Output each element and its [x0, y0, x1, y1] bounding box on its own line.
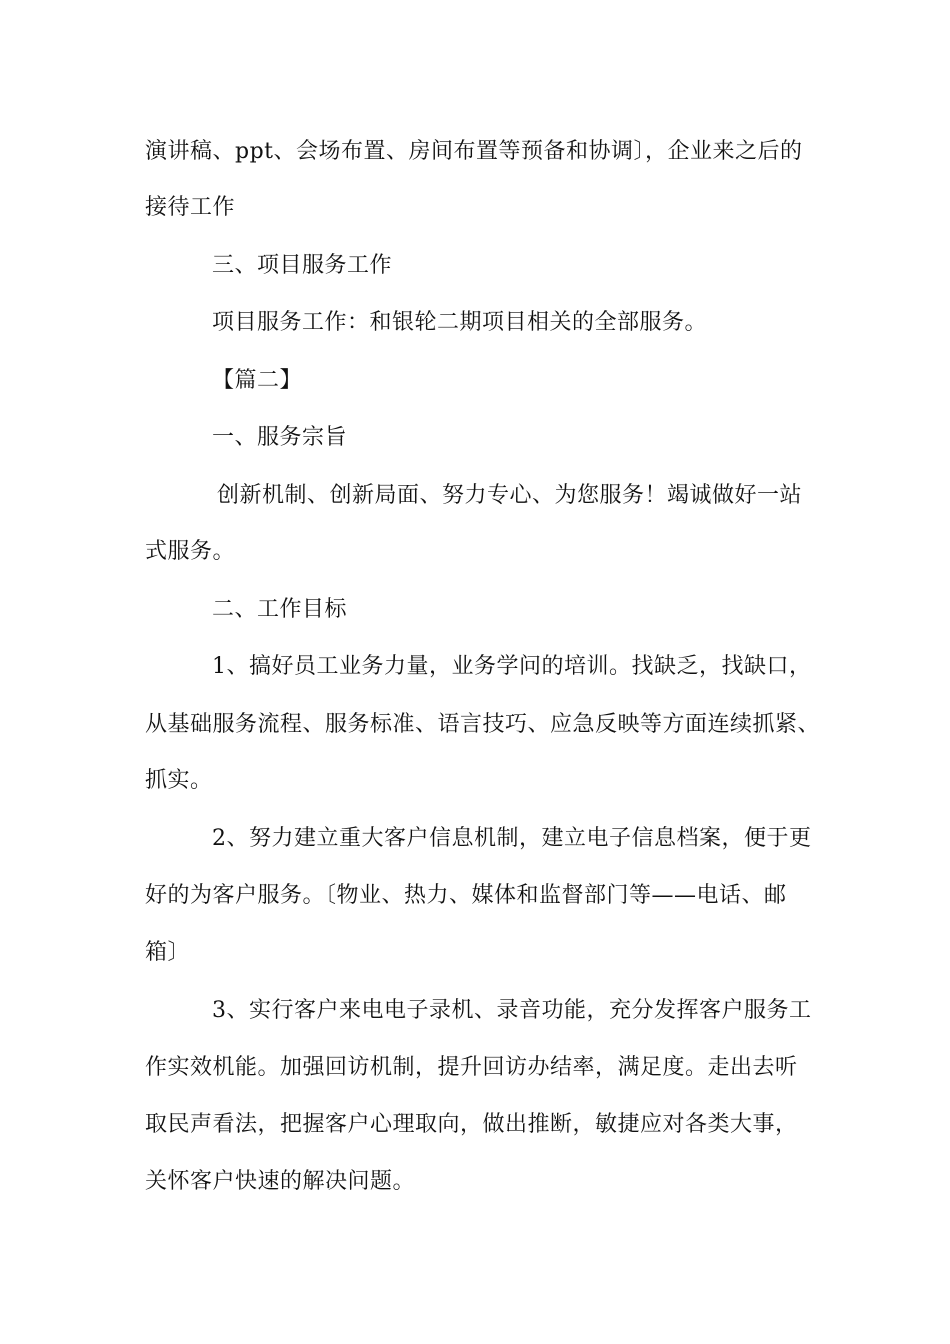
section-heading: 二、工作目标 [212, 597, 348, 622]
part-heading: 【篇二】 [212, 368, 303, 393]
section-heading: 一、服务宗旨 [212, 425, 348, 450]
paragraph-line: 接待工作 [145, 195, 236, 220]
paragraph-line: 1、搞好员工业务力量，业务学问的培训。找缺乏，找缺口， [212, 654, 812, 679]
paragraph-line: 好的为客户服务。〔物业、热力、媒体和监督部门等——电话、邮 [145, 883, 787, 908]
paragraph-line: 3、实行客户来电电子录机、录音功能，充分发挥客户服务工 [212, 998, 812, 1023]
paragraph-line: 关怀客户快速的解决问题。 [145, 1169, 416, 1194]
paragraph-line: 取民声看法，把握客户心理取向，做出推断，敏捷应对各类大事， [145, 1112, 798, 1137]
paragraph-line: 抓实。 [145, 768, 213, 793]
paragraph-line: 演讲稿、ppt、会场布置、房间布置等预备和协调〕，企业来之后的 [145, 139, 803, 164]
section-heading: 三、项目服务工作 [212, 253, 393, 278]
paragraph-line: 从基础服务流程、服务标准、语言技巧、应急反映等方面连续抓紧、 [145, 712, 821, 737]
paragraph-line: 2、努力建立重大客户信息机制，建立电子信息档案，便于更 [212, 826, 812, 851]
paragraph-line: 箱〕 [145, 940, 191, 965]
paragraph-line: 创新机制、创新局面、努力专心、为您服务！竭诚做好一站 [217, 483, 803, 508]
paragraph-line: 项目服务工作：和银轮二期项目相关的全部服务。 [212, 310, 708, 335]
paragraph-line: 式服务。 [145, 539, 236, 564]
paragraph-line: 作实效机能。加强回访机制，提升回访办结率，满足度。走出去听 [145, 1055, 798, 1080]
